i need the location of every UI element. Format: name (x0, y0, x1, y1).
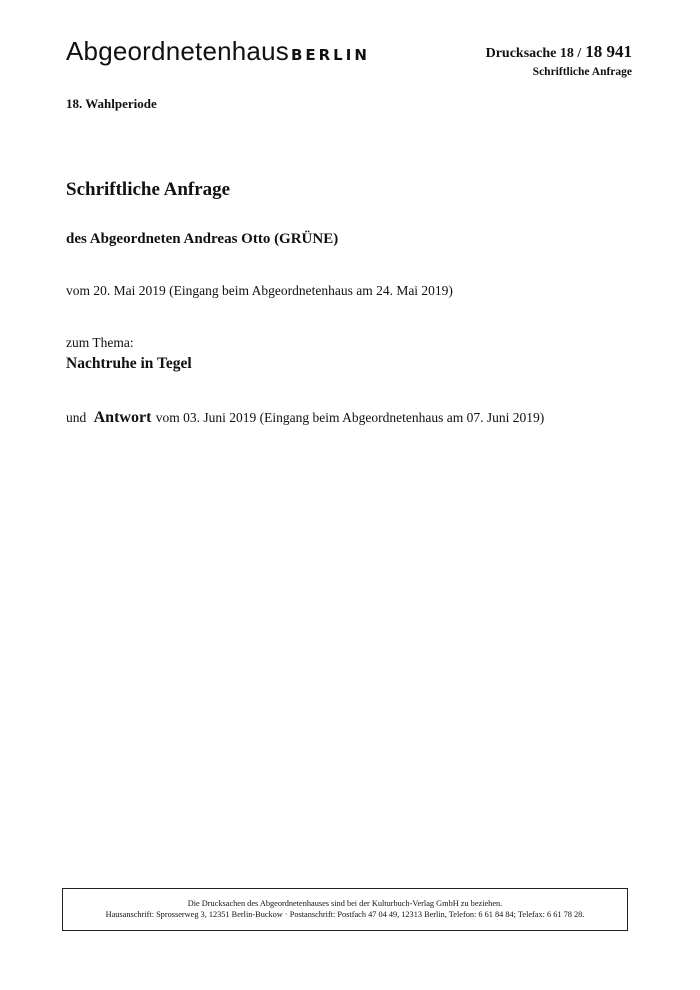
footer-line-address: Hausanschrift: Sprosserweg 3, 12351 Berlin-Buckow · Postanschrift: Postfach 47 04 49, 12313 Berlin, Telefon: 6 61 84 84; Telefax: 6 61 78 28. (105, 910, 585, 919)
inquiry-dates: vom 20. Mai 2019 (Eingang beim Abgeordnetenhaus am 24. Mai 2019) (66, 283, 453, 298)
answer-prefix: und (66, 410, 87, 425)
topic-title: Nachtruhe in Tegel (66, 355, 192, 372)
answer-dates: vom 03. Juni 2019 (Eingang beim Abgeordnetenhaus am 07. Juni 2019) (155, 410, 545, 425)
answer-word: Antwort (93, 409, 152, 426)
parliament-logo (66, 38, 370, 64)
page-title: Schriftliche Anfrage (66, 179, 231, 200)
author-line: des Abgeordneten Andreas Otto (GRÜNE) (66, 231, 339, 247)
logo-wordmark: Abgeordnetenhaus (66, 36, 289, 66)
footer-notice (62, 888, 628, 931)
footer-line-distribution: Die Drucksachen des Abgeordnetenhauses sind bei der Kulturbuch-Verlag GmbH zu beziehen. (187, 899, 503, 908)
document-type-label: Schriftliche Anfrage (532, 66, 632, 78)
legislative-period: 18. Wahlperiode (66, 96, 157, 111)
answer-line (66, 409, 544, 427)
print-reference-number: 18 941 (585, 42, 632, 61)
logo-city: BERLIN (290, 46, 370, 64)
topic-label: zum Thema: (66, 335, 134, 350)
print-reference-label: Drucksache 18 / (485, 46, 582, 61)
print-reference (486, 43, 632, 61)
